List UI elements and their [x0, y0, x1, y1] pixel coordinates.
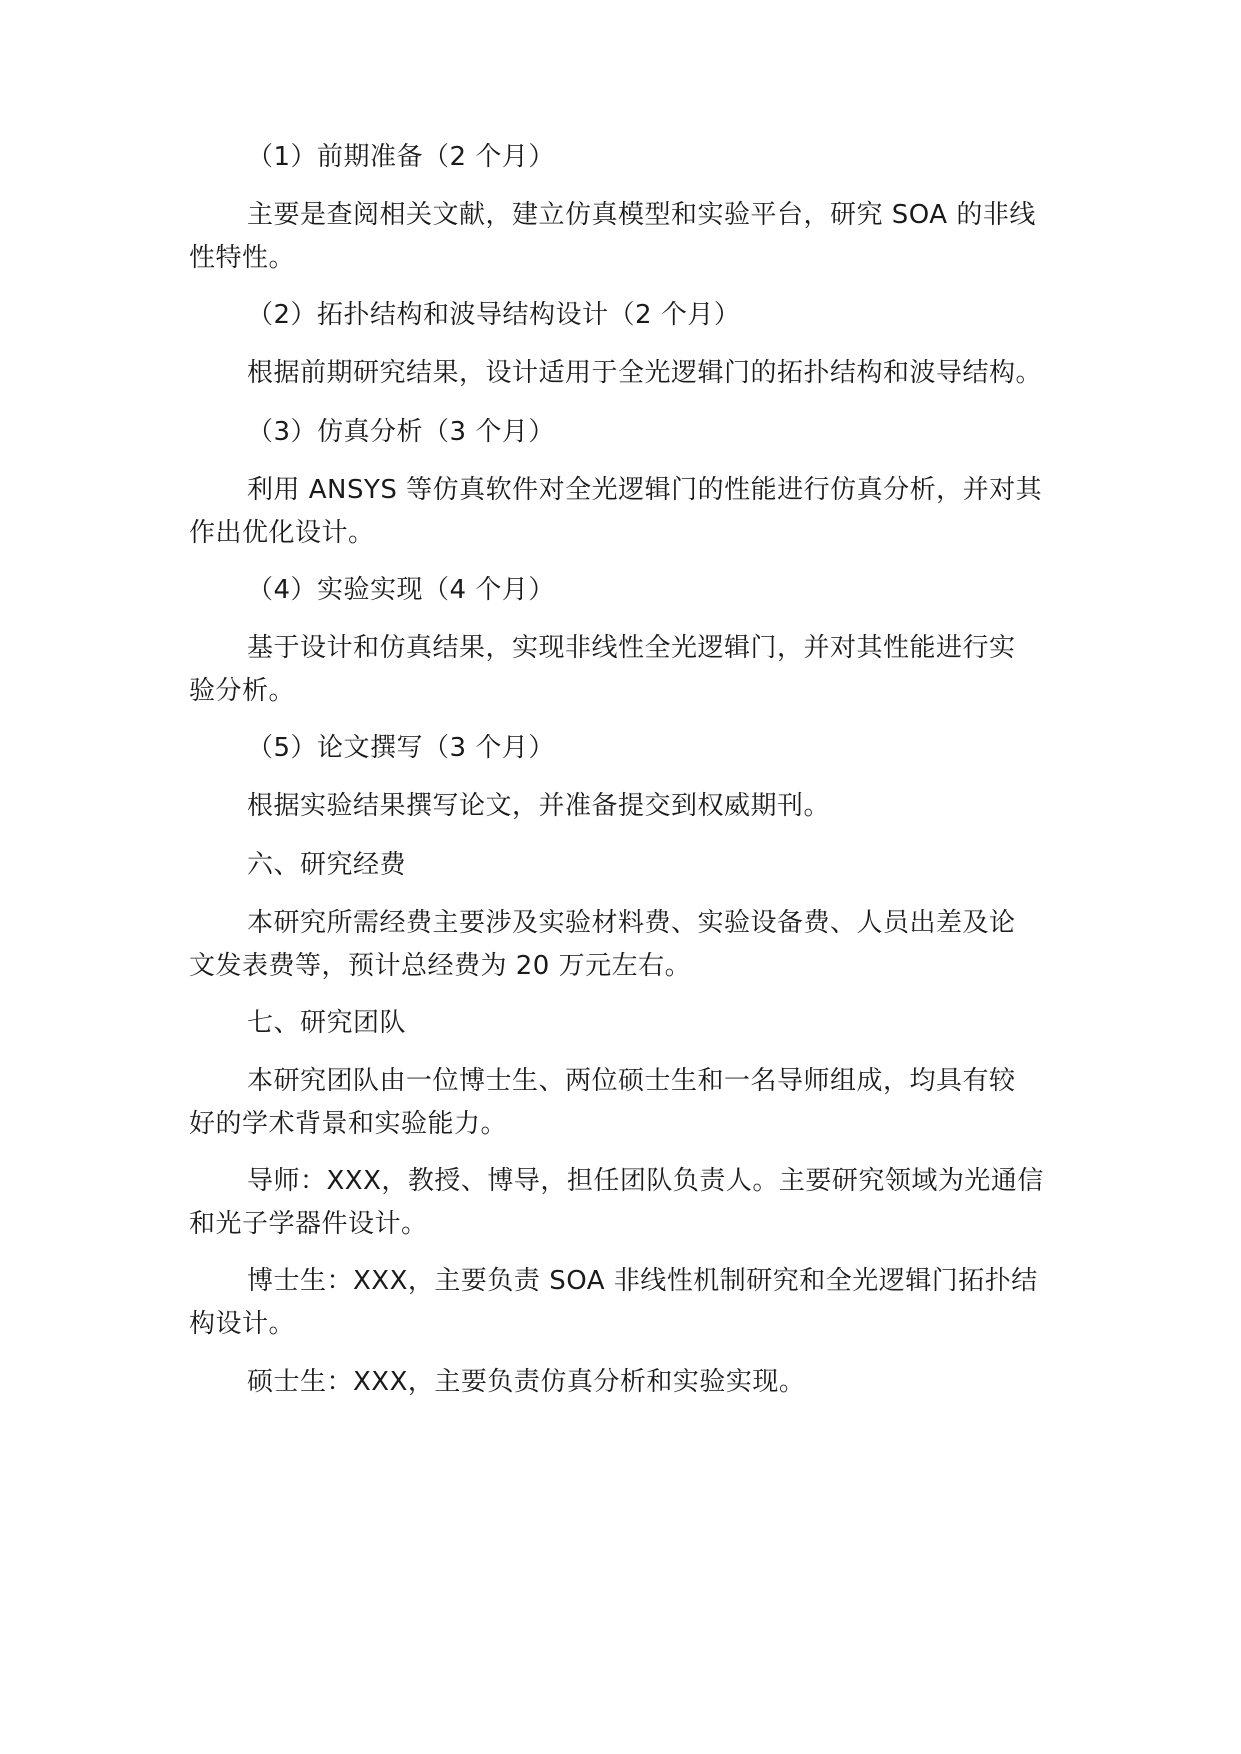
phase1-heading: （1）前期准备（2 个月） [247, 142, 555, 172]
phase3-body-line2: 作出优化设计。 [189, 518, 375, 548]
advisor-line1: 导师：XXX，教授、博导，担任团队负责人。主要研究领域为光通信 [247, 1166, 1044, 1196]
section7-body-line2: 好的学术背景和实验能力。 [189, 1109, 508, 1139]
phase3-body-line1: 利用 ANSYS 等仿真软件对全光逻辑门的性能进行仿真分析，并对其 [247, 475, 1043, 505]
phase2-body-line1: 根据前期研究结果，设计适用于全光逻辑门的拓扑结构和波导结构。 [247, 358, 1043, 388]
phd-line1: 博士生：XXX，主要负责 SOA 非线性机制研究和全光逻辑门拓扑结 [247, 1266, 1038, 1296]
phase5-body-line1: 根据实验结果撰写论文，并准备提交到权威期刊。 [247, 791, 831, 821]
phd-line2: 构设计。 [189, 1309, 296, 1339]
advisor-line2: 和光子学器件设计。 [189, 1209, 428, 1239]
phase4-body-line2: 验分析。 [189, 676, 296, 706]
phase4-body-line1: 基于设计和仿真结果，实现非线性全光逻辑门，并对其性能进行实 [247, 633, 1016, 663]
master-line1: 硕士生：XXX，主要负责仿真分析和实验实现。 [247, 1367, 806, 1397]
section6-heading: 六、研究经费 [247, 850, 407, 880]
phase3-heading: （3）仿真分析（3 个月） [247, 417, 555, 447]
section6-body-line1: 本研究所需经费主要涉及实验材料费、实验设备费、人员出差及论 [247, 908, 1016, 938]
phase1-body-line2: 性特性。 [189, 243, 296, 273]
phase2-heading: （2）拓扑结构和波导结构设计（2 个月） [247, 300, 741, 330]
phase1-body-line1: 主要是查阅相关文献，建立仿真模型和实验平台，研究 SOA 的非线 [247, 200, 1036, 230]
section6-body-line2: 文发表费等，预计总经费为 20 万元左右。 [189, 951, 692, 981]
phase5-heading: （5）论文撰写（3 个月） [247, 733, 555, 763]
section7-body-line1: 本研究团队由一位博士生、两位硕士生和一名导师组成，均具有较 [247, 1066, 1016, 1096]
section7-heading: 七、研究团队 [247, 1008, 407, 1038]
phase4-heading: （4）实验实现（4 个月） [247, 575, 555, 605]
